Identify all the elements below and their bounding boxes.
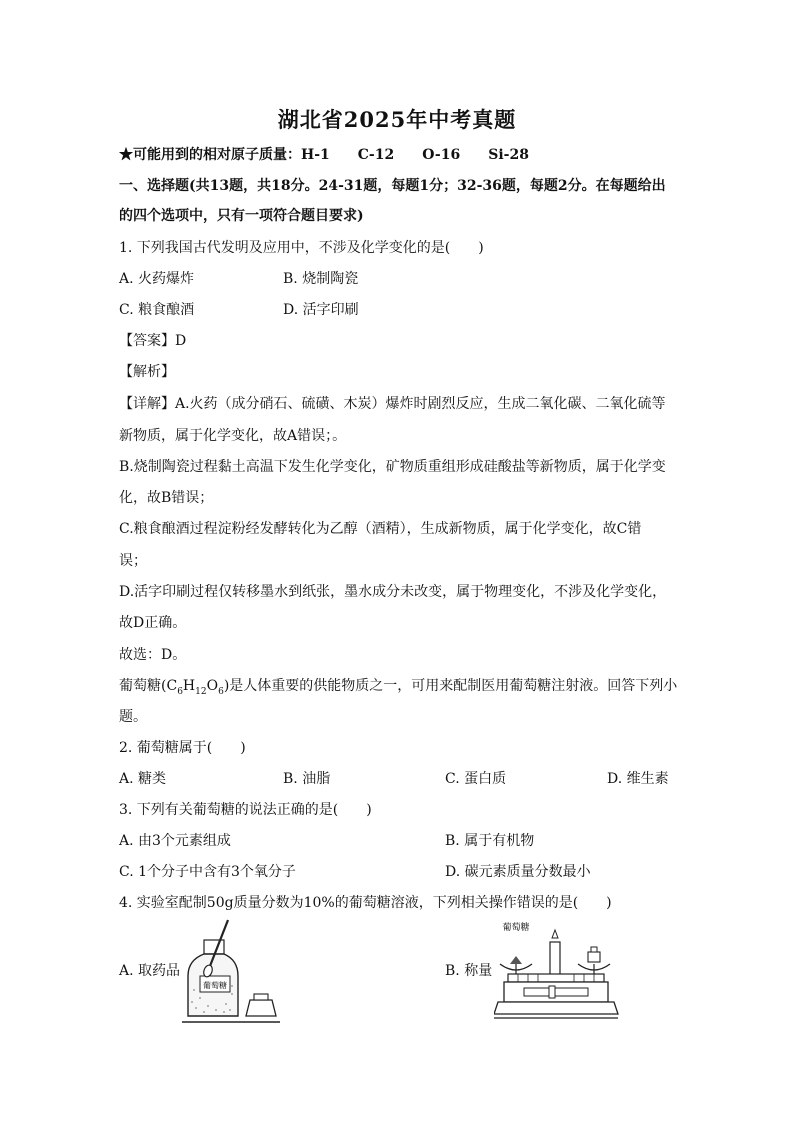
q4-option-b: B. 称量 [445,963,493,979]
q1-analysis-label: 【解析】 [119,364,175,380]
bottle-label-text: 葡萄糖 [203,981,227,990]
q4-stem: 4. 实验室配制50g质量分数为10%的葡萄糖溶液，下列相关操作错误的是( ) [119,895,612,911]
q1-stem: 1. 下列我国古代发明及应用中，不涉及化学变化的是( ) [119,240,484,256]
q2-option-b: B. 油脂 [283,771,331,787]
formula-o: O [206,678,219,694]
formula-sub-c: 6 [177,686,183,697]
q3-option-d: D. 碳元素质量分数最小 [445,864,591,880]
glucose-prefix: 葡萄糖(C [119,678,178,694]
q1-detail-line8: 故D正确。 [119,615,187,631]
q1-answer: 【答案】D [119,333,187,349]
formula-sub-h: 12 [195,686,207,697]
q4-option-a: A. 取药品 [119,963,181,979]
q1-detail-line4: 化，故B错误； [119,490,214,506]
glucose-suffix: )是人体重要的供能物质之一，可用来配制医用葡萄糖注射液。回答下列小 [223,678,678,694]
q2-option-c: C. 蛋白质 [445,771,507,787]
q1-detail-line6: 误； [119,553,147,569]
q1-detail-line2: 新物质，属于化学变化，故A错误；。 [119,428,347,444]
q3-option-b: B. 属于有机物 [445,833,535,849]
q3-option-c: C. 1个分子中含有3个氧分子 [119,864,296,880]
q1-conclusion: 故选：D。 [119,647,187,663]
formula-h: H [182,678,196,694]
q1-detail-line1: 【详解】A.火药（成分硝石、硫磺、木炭）爆炸时剧烈反应，生成二氧化碳、二氧化硫等 [119,396,666,412]
reagent-bottle-figure [180,918,285,1026]
q1-detail-line3: B.烧制陶瓷过程黏土高温下发生化学变化，矿物质重组形成硅酸盐等新物质，属于化学变 [119,459,666,475]
glucose-pile-icon [510,956,522,964]
q2-stem: 2. 葡萄糖属于( ) [119,740,246,756]
q2-option-d: D. 维生素 [607,771,669,787]
section-heading-line2: 的四个选项中，只有一项符合题目要求) [119,208,364,224]
balance-figure [494,918,619,1022]
q3-option-a: A. 由3个元素组成 [119,833,231,849]
atomic-masses: ★可能用到的相对原子质量：H-1 C-12 O-16 Si-28 [119,147,529,163]
q1-option-c: C. 粮食酿酒 [119,302,195,318]
q1-option-d: D. 活字印刷 [283,302,359,318]
q1-detail-line5: C.粮食酿酒过程淀粉经发酵转化为乙醇（酒精），生成新物质，属于化学变化，故C错 [119,521,642,537]
q1-option-a: A. 火药爆炸 [119,271,195,287]
q1-option-b: B. 烧制陶瓷 [283,271,359,287]
page-title: 湖北省2025年中考真题 [277,107,517,132]
formula-sub-o: 6 [218,686,224,697]
q1-detail-line7: D.活字印刷过程仅转移墨水到纸张，墨水成分未改变，属于物理变化，不涉及化学变化， [119,584,667,600]
q3-stem: 3. 下列有关葡萄糖的说法正确的是( ) [119,802,372,818]
glucose-passage-line2: 题。 [119,709,147,725]
q2-option-a: A. 糖类 [119,771,167,787]
section-heading-line1: 一、选择题(共13题，共18分。24-31题，每题1分；32-36题，每题2分。在每题给出 [119,178,666,194]
balance-label-text: 葡萄糖 [502,923,530,933]
glucose-passage-line1 [119,677,677,695]
